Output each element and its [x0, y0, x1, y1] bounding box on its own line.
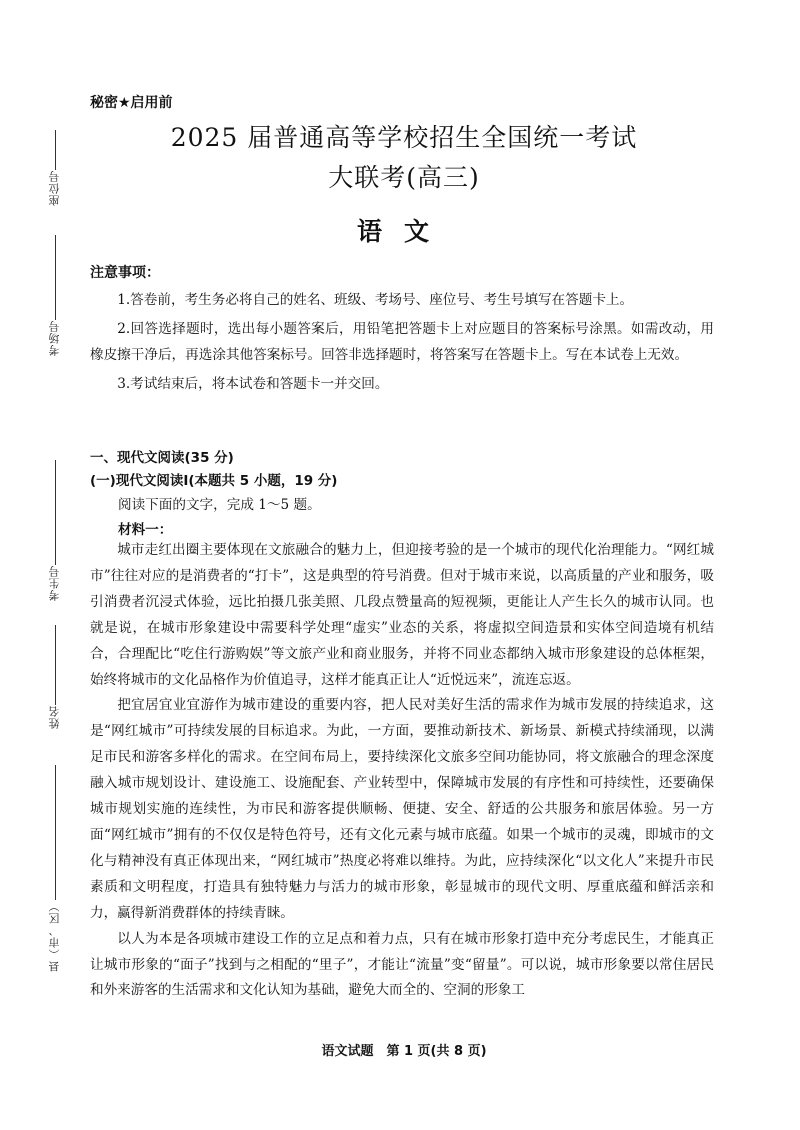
- seat-number-field[interactable]: [40, 130, 70, 206]
- exam-id-label: 考生号: [48, 565, 61, 601]
- name-line: [55, 625, 56, 705]
- confidential-mark: 秘密★启用前: [90, 95, 173, 111]
- exam-room-field[interactable]: [40, 235, 70, 356]
- reading-instruction: 阅读下面的文字，完成 1～5 题。: [118, 497, 321, 513]
- page-footer: 语文试题 第 1 页(共 8 页): [321, 1044, 487, 1059]
- name-field[interactable]: [40, 625, 70, 729]
- passage-paragraph: 城市走红出圈主要体现在文旅融合的魅力上，但迎接考验的是一个城市的现代化治理能力。“网红城市”往往对应的是消费者的“打卡”，这是典型的符号消费。但对于城市来说，以高质量的产业和服务，吸引消费者沉浸式体验，远比拍摄几张美照、几段点赞量高的短视频，更能让人产生长久的城市认同。也就是说，在城市形象建设中需要科学处理“虚实”业态的关系，将虚拟空间造景和实体空间造境有机结合，合理配比“吃住行游购娱”等文旅产业和商业服务，并将不同业态都纳入城市形象建设的总体框架，始终将城市的文化品格作为价值追寻，这样才能真正让人“近悦远来”，流连忘返。: [90, 542, 714, 688]
- notice-list: [90, 287, 714, 400]
- exam-subtitle: 大联考(高三): [328, 163, 480, 192]
- part-one-heading: 一、现代文阅读(35 分): [90, 450, 234, 466]
- name-label: 姓名: [48, 705, 61, 729]
- material-label: 材料一：: [118, 522, 173, 538]
- exam-title: 2025 届普通高等学校招生全国统一考试: [170, 123, 638, 152]
- exam-id-field[interactable]: [40, 460, 70, 601]
- exam-id-line: [55, 460, 56, 565]
- seat-number-label: 座位号: [48, 170, 61, 206]
- exam-room-line: [55, 235, 56, 320]
- county-label: 县（市、区）: [48, 900, 61, 972]
- notice-item: 1.答卷前，考生务必将自己的姓名、班级、考场号、座位号、考生号填写在答题卡上。: [117, 292, 634, 308]
- reading-passage: [90, 538, 714, 1004]
- county-field[interactable]: [40, 765, 70, 972]
- seat-number-line: [55, 130, 56, 170]
- notice-heading: 注意事项：: [90, 265, 160, 281]
- passage-paragraph: 把宜居宜业宜游作为城市建设的重要内容，把人民对美好生活的需求作为城市发展的持续追求，这是“网红城市”可持续发展的目标追求。为此，一方面，要推动新技术、新场景、新模式持续涌现，以满足市民和游客多样化的需求。在空间布局上，要持续深化文旅多空间功能协同，将文旅融合的理念深度融入城市规划设计、建设施工、设施配套、产业转型中，保障城市发展的有序性和可持续性，还要确保城市规划实施的连续性，为市民和游客提供顺畅、便捷、安全、舒适的公共服务和旅居体验。另一方面“网红城市”拥有的不仅仅是特色符号，还有文化元素与城市底蕴。如果一个城市的灵魂，即城市的文化与精神没有真正体现出来，“网红城市”热度必将难以维持。为此，应持续深化“以文化人”来提升市民素质和文明程度，打造具有独特魅力与活力的城市形象，彰显城市的现代文明、厚重底蕴和鲜活亲和力，赢得新消费群体的持续青睐。: [90, 697, 714, 921]
- exam-room-label: 考场号: [48, 320, 61, 356]
- passage-paragraph: 以人为本是各项城市建设工作的立足点和着力点，只有在城市形象打造中充分考虑民生，才能真正让城市形象的“面子”找到与之相配的“里子”，才能让“流量”变“留量”。可以说，城市形象要以常住居民和外来游客的生活需求和文化认知为基础，避免大而全的、空洞的形象工: [90, 930, 714, 999]
- county-line: [55, 765, 56, 900]
- notice-item: 3.考试结束后，将本试卷和答题卡一并交回。: [117, 376, 389, 392]
- sub-section-heading: (一)现代文阅读Ⅰ(本题共 5 小题，19 分): [90, 473, 338, 489]
- binding-margin: [0, 0, 80, 1130]
- notice-item: 2.回答选择题时，选出每小题答案后，用铅笔把答题卡上对应题目的答案标号涂黑。如需改动，用橡皮擦干净后，再选涂其他答案标号。回答非选择题时，将答案写在答题卡上。写在本试卷上无效。: [90, 321, 714, 363]
- subject-title: 语文: [356, 217, 451, 246]
